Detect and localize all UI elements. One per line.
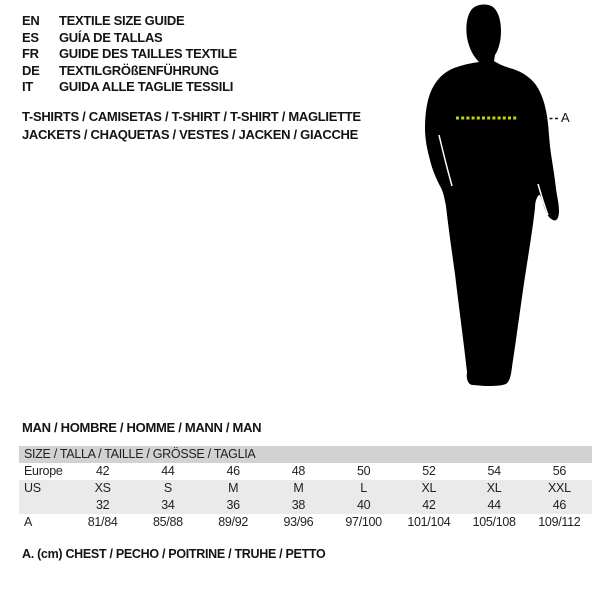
table-cell: 34	[161, 498, 175, 512]
table-row-europe	[19, 463, 592, 480]
size-table-header-row	[19, 446, 592, 463]
table-cell: 44	[161, 464, 175, 478]
lang-code: DE	[22, 62, 40, 78]
table-cell: XL	[486, 481, 502, 495]
table-row-us-numeric	[19, 497, 592, 514]
table-cell: 38	[291, 498, 306, 512]
table-cell: 46	[552, 498, 567, 512]
lang-code: FR	[22, 46, 39, 61]
table-cell: S	[163, 481, 172, 495]
measurement-footnote: A. (cm) CHEST / PECHO / POITRINE / TRUHE / PETTO	[22, 547, 326, 561]
table-cell: 85/88	[152, 515, 183, 529]
table-row-chest-cm	[19, 514, 592, 531]
lang-label: GUÍA DE TALLAS	[59, 29, 163, 45]
table-cell: XL	[421, 481, 437, 495]
lang-row-it	[22, 79, 237, 96]
table-cell: M	[228, 481, 239, 495]
lang-label: TEXTILGRÖßENFÜHRUNG	[59, 62, 219, 78]
table-cell: 109/112	[538, 515, 581, 529]
lang-row-de	[22, 63, 237, 80]
table-cell: 32	[95, 498, 110, 512]
table-cell: 42	[95, 464, 110, 478]
lang-row-es	[22, 30, 237, 47]
lang-label: GUIDE DES TAILLES TEXTILE	[59, 46, 237, 61]
lang-code: ES	[22, 29, 39, 45]
table-cell: XS	[94, 481, 111, 495]
row-label	[19, 497, 70, 514]
row-label: Europe	[24, 464, 63, 478]
lang-label: GUIDA ALLE TAGLIE TESSILI	[59, 79, 234, 94]
table-cell: 52	[422, 464, 436, 478]
table-cell: 101/104	[407, 515, 451, 529]
table-cell: 97/100	[345, 515, 382, 529]
category-list	[22, 108, 361, 144]
table-cell: XXL	[548, 481, 571, 495]
category-jackets: JACKETS / CHAQUETAS / VESTES / JACKEN / GIACCHE	[22, 127, 358, 142]
table-cell: 50	[356, 464, 371, 478]
table-cell: 36	[226, 498, 240, 512]
table-cell: 89/92	[218, 515, 249, 529]
lang-row-fr	[22, 46, 237, 63]
lang-code: EN	[22, 13, 40, 28]
section-title-man: MAN / HOMBRE / HOMME / MANN / MAN	[22, 420, 262, 435]
row-label: US	[24, 481, 41, 495]
table-cell: 54	[487, 464, 501, 478]
table-cell: M	[293, 481, 304, 495]
man-silhouette-body	[425, 5, 559, 386]
man-silhouette-figure	[405, 0, 600, 400]
table-cell: L	[360, 481, 367, 495]
table-cell: 44	[487, 498, 501, 512]
table-cell: 56	[552, 464, 567, 478]
table-cell: 105/108	[472, 515, 516, 529]
lang-label: TEXTILE SIZE GUIDE	[59, 13, 185, 28]
lang-row-en	[22, 13, 237, 30]
table-cell: 81/84	[87, 515, 118, 529]
language-list	[22, 13, 237, 96]
lang-code: IT	[22, 79, 33, 94]
row-label: A	[24, 515, 33, 529]
measure-label-a: A	[561, 110, 570, 125]
table-row-us	[19, 480, 592, 497]
size-table	[19, 446, 592, 531]
table-cell: 48	[291, 464, 306, 478]
table-cell: 46	[226, 464, 240, 478]
category-tshirts: T-SHIRTS / CAMISETAS / T-SHIRT / T-SHIRT / MAGLIETTE	[22, 109, 361, 124]
table-cell: 40	[356, 498, 371, 512]
size-table-header-label: SIZE / TALLA / TAILLE / GRÖSSE / TAGLIA	[24, 447, 256, 461]
table-cell: 93/96	[283, 515, 314, 529]
man-silhouette	[405, 0, 600, 400]
table-cell: 42	[422, 498, 436, 512]
